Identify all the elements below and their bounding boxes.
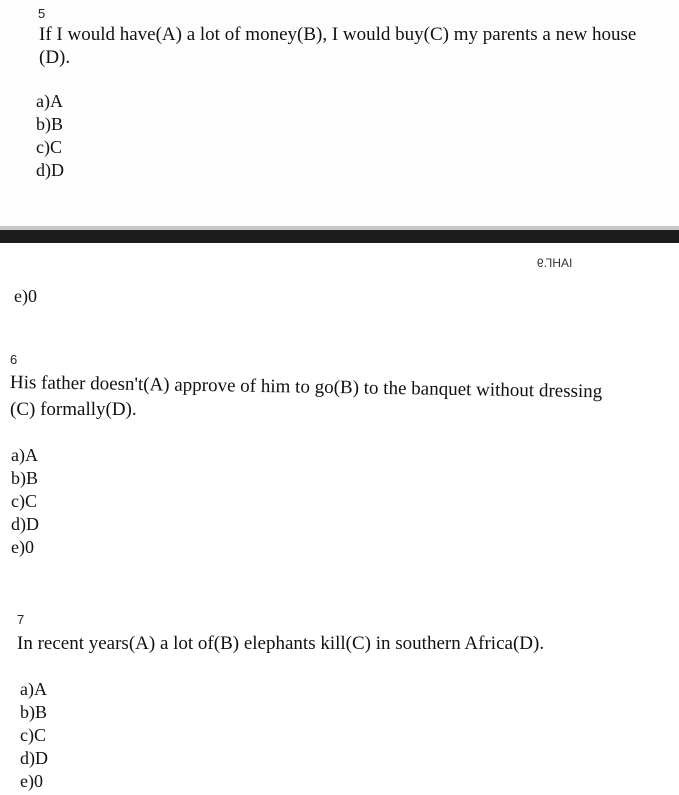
option-e[interactable]: e)0: [20, 771, 43, 791]
question-text: His father doesn't(A) approve of him to go(B) to the banquet without dressing: [9, 372, 603, 403]
page-break-divider: [0, 230, 679, 243]
question-text-continued: (C) formally(D).: [10, 399, 137, 420]
option-d[interactable]: d)D: [36, 160, 64, 180]
question-number: 7: [17, 612, 25, 627]
question-text: In recent years(A) a lot of(B) elephants kill(C) in southern Africa(D).: [17, 633, 545, 654]
option-a[interactable]: a)A: [36, 91, 63, 111]
option-e[interactable]: e)0: [11, 537, 34, 557]
option-b[interactable]: b)B: [36, 114, 63, 134]
option-b[interactable]: b)B: [11, 468, 38, 488]
option-list: [20, 678, 48, 793]
question-number: 6: [10, 352, 18, 367]
option-list: [36, 90, 64, 182]
option-list: [11, 444, 39, 559]
question-text-continued: (D).: [39, 47, 71, 68]
option-a[interactable]: a)A: [11, 445, 38, 465]
question-number: 5: [38, 6, 46, 21]
page-mark: ΙΑΗΓ.9: [537, 256, 573, 270]
option-c[interactable]: c)C: [20, 725, 46, 745]
option-d[interactable]: d)D: [20, 748, 48, 768]
question-text: If I would have(A) a lot of money(B), I would buy(C) my parents a new house: [39, 24, 637, 45]
option-c[interactable]: c)C: [36, 137, 62, 157]
option-d[interactable]: d)D: [11, 514, 39, 534]
option-a[interactable]: a)A: [20, 679, 47, 699]
option-e[interactable]: e)0: [14, 286, 37, 306]
option-c[interactable]: c)C: [11, 491, 37, 511]
option-b[interactable]: b)B: [20, 702, 47, 722]
